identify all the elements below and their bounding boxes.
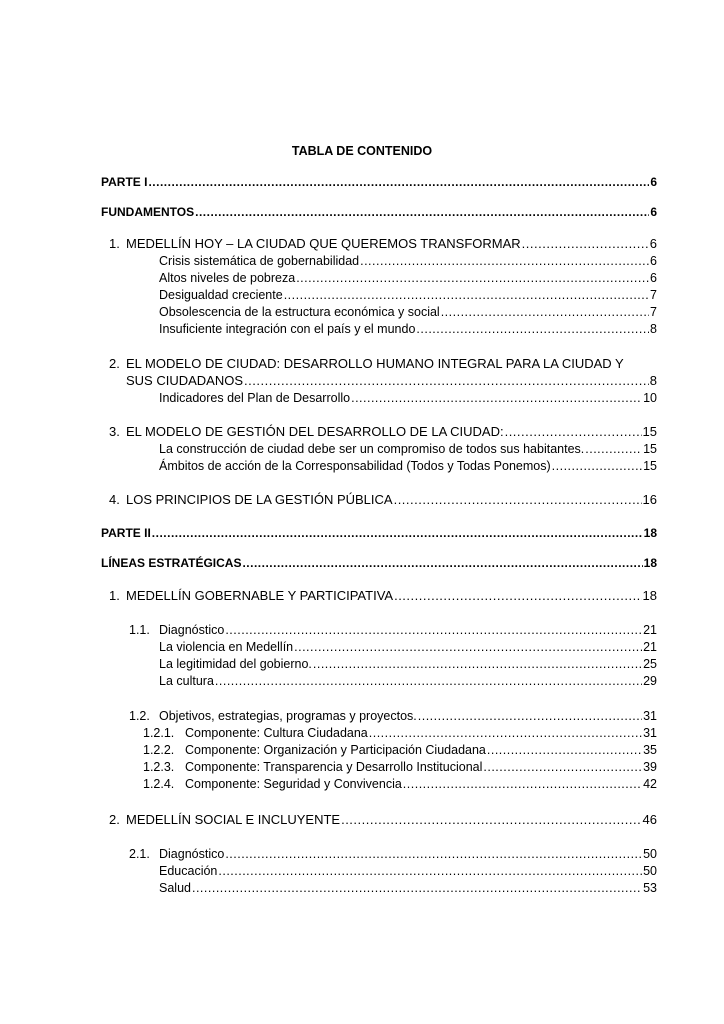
toc-page-number: 7	[650, 288, 657, 302]
toc-dot-leader	[441, 304, 649, 320]
toc-label: La cultura	[159, 674, 214, 688]
toc-dot-leader	[418, 708, 642, 724]
toc-entry-lineas-estrategicas[interactable]	[101, 555, 657, 571]
toc-entry-medellin-hoy-la-ciudad-que-queremos-tran[interactable]	[109, 236, 657, 252]
toc-page-number: 50	[643, 864, 657, 878]
toc-label: Desigualdad creciente	[159, 288, 283, 302]
toc-dot-leader	[294, 639, 642, 655]
toc-page-number: 15	[642, 424, 657, 439]
toc-entry-la-cultura[interactable]	[159, 673, 657, 689]
toc-label: Altos niveles de pobreza	[159, 271, 296, 285]
toc-entry-desigualdad-creciente[interactable]	[159, 287, 657, 303]
toc-label: Educación	[159, 864, 218, 878]
toc-page-number: 35	[643, 743, 657, 757]
toc-dot-leader	[242, 555, 642, 571]
toc-entry-continuation[interactable]	[126, 373, 657, 389]
toc-entry-obsolescencia-de-la-estructura-economica[interactable]	[159, 304, 657, 320]
toc-dot-leader	[394, 588, 641, 604]
toc-number: 4.	[109, 492, 120, 507]
toc-number: 2.1.	[129, 847, 150, 861]
toc-dot-leader	[394, 492, 642, 508]
toc-entry-componente-cultura-ciudadana[interactable]	[143, 725, 657, 741]
toc-page-number: 18	[642, 588, 657, 603]
toc-number: 1.2.	[129, 709, 150, 723]
toc-number: 1.2.2.	[143, 743, 175, 757]
toc-label: Crisis sistemática de gobernabilidad	[159, 254, 360, 268]
toc-label: LOS PRINCIPIOS DE LA GESTIÓN PÚBLICA	[126, 492, 393, 507]
toc-label: PARTE II	[101, 526, 151, 540]
toc-dot-leader	[195, 204, 649, 220]
toc-entry-crisis-sistematica-de-gobernabilidad[interactable]	[159, 253, 657, 269]
toc-page-number: 25	[643, 657, 657, 671]
toc-label: La violencia en Medellín	[159, 640, 294, 654]
toc-label: Componente: Organización y Participación Ciudadana	[185, 743, 486, 757]
toc-dot-leader	[369, 725, 642, 741]
toc-dot-leader	[552, 458, 642, 474]
toc-label: Indicadores del Plan de Desarrollo	[159, 391, 351, 405]
toc-entry-componente-seguridad-y-convivencia[interactable]	[143, 776, 657, 792]
toc-page-number: 31	[643, 709, 657, 723]
toc-page-number: 6	[650, 205, 657, 219]
toc-label: LÍNEAS ESTRATÉGICAS	[101, 556, 242, 570]
toc-page-number: 31	[643, 726, 657, 740]
toc-page-number: 21	[643, 640, 657, 654]
toc-number: 1.2.1.	[143, 726, 175, 740]
toc-label: MEDELLÍN HOY – LA CIUDAD QUE QUEREMOS TRANSFORMAR	[126, 236, 521, 251]
toc-entry-medellin-gobernable-y-participativa[interactable]	[109, 588, 657, 604]
toc-label: La legitimidad del gobierno.	[159, 657, 312, 671]
toc-dot-leader	[341, 812, 641, 828]
toc-label: EL MODELO DE CIUDAD: DESARROLLO HUMANO INTEGRAL PARA LA CIUDAD Y	[126, 356, 624, 371]
toc-number: 2.	[109, 356, 120, 371]
toc-label-continuation: SUS CIUDADANOS	[126, 373, 244, 388]
toc-entry-el-modelo-de-ciudad-desarrollo-humano-in[interactable]	[109, 356, 624, 372]
toc-label: Componente: Seguridad y Convivencia	[185, 777, 402, 791]
toc-entry-componente-transparencia-y-desarrollo-in[interactable]	[143, 759, 657, 775]
toc-entry-insuficiente-integracion-con-el-pais-y-e[interactable]	[159, 321, 657, 337]
toc-entry-ambitos-de-accion-de-la-corresponsabilid[interactable]	[159, 458, 657, 474]
toc-number: 1.2.3.	[143, 760, 175, 774]
page-title: TABLA DE CONTENIDO	[291, 144, 433, 158]
toc-label: EL MODELO DE GESTIÓN DEL DESARROLLO DE LA CIUDAD:	[126, 424, 504, 439]
toc-label: Componente: Cultura Ciudadana	[185, 726, 368, 740]
toc-entry-objetivos-estrategias-programas-y-proyec[interactable]	[129, 708, 657, 724]
toc-dot-leader	[585, 441, 642, 457]
toc-entry-el-modelo-de-gestion-del-desarrollo-de-l[interactable]	[109, 424, 657, 440]
toc-number: 1.	[109, 236, 120, 251]
toc-number: 1.1.	[129, 623, 150, 637]
toc-dot-leader	[244, 373, 649, 389]
toc-label: Objetivos, estrategias, programas y proyectos.	[159, 709, 417, 723]
toc-label: Componente: Transparencia y Desarrollo Institucional	[185, 760, 483, 774]
toc-label: La construcción de ciudad debe ser un compromiso de todos sus habitantes.	[159, 442, 585, 456]
toc-entry-altos-niveles-de-pobreza[interactable]	[159, 270, 657, 286]
toc-dot-leader	[505, 424, 642, 440]
toc-dot-leader	[152, 525, 643, 541]
toc-page-number: 8	[650, 322, 657, 336]
toc-entry-educacion[interactable]	[159, 863, 657, 879]
toc-page-number: 15	[643, 442, 657, 456]
toc-label: MEDELLÍN SOCIAL E INCLUYENTE	[126, 812, 341, 827]
toc-entry-medellin-social-e-incluyente[interactable]	[109, 812, 657, 828]
toc-entry-fundamentos[interactable]	[101, 204, 657, 220]
toc-dot-leader	[284, 287, 649, 303]
toc-number: 1.2.4.	[143, 777, 175, 791]
toc-entry-la-legitimidad-del-gobierno[interactable]	[159, 656, 657, 672]
toc-dot-leader	[487, 742, 642, 758]
toc-page-number: 21	[643, 623, 657, 637]
toc-entry-diagnostico[interactable]	[129, 622, 657, 638]
toc-dot-leader	[192, 880, 642, 896]
toc-page-number: 50	[643, 847, 657, 861]
toc-number: 3.	[109, 424, 120, 439]
toc-page-number: 6	[649, 236, 657, 251]
toc-dot-leader	[522, 236, 649, 252]
toc-number: 2.	[109, 812, 120, 827]
toc-dot-leader	[218, 863, 642, 879]
toc-page-number: 18	[643, 556, 657, 570]
toc-page-number: 8	[649, 373, 657, 388]
toc-page-number: 10	[643, 391, 657, 405]
toc-label: Diagnóstico	[159, 623, 225, 637]
toc-entry-componente-organizacion-y-participacion-[interactable]	[143, 742, 657, 758]
toc-dot-leader	[296, 270, 649, 286]
toc-page-number: 16	[642, 492, 657, 507]
toc-dot-leader	[483, 759, 642, 775]
toc-label: Ámbitos de acción de la Corresponsabilidad (Todos y Todas Ponemos)	[159, 459, 551, 473]
toc-page-number: 29	[643, 674, 657, 688]
toc-entry-diagnostico[interactable]	[129, 846, 657, 862]
toc-page-number: 18	[643, 526, 657, 540]
toc-page-number: 15	[643, 459, 657, 473]
toc-label: PARTE I	[101, 175, 148, 189]
toc-entry-salud[interactable]	[159, 880, 657, 896]
toc-label: Salud	[159, 881, 191, 895]
toc-dot-leader	[148, 174, 649, 190]
toc-page-number: 6	[650, 254, 657, 268]
toc-label: Insuficiente integración con el país y el mundo	[159, 322, 416, 336]
toc-number: 1.	[109, 588, 120, 603]
toc-label: FUNDAMENTOS	[101, 205, 195, 219]
toc-entry-los-principios-de-la-gestion-publica[interactable]	[109, 492, 657, 508]
toc-dot-leader	[215, 673, 642, 689]
toc-dot-leader	[313, 656, 642, 672]
toc-dot-leader	[225, 622, 642, 638]
toc-page-number: 6	[650, 271, 657, 285]
toc-entry-indicadores-del-plan-de-desarrollo[interactable]	[159, 390, 657, 406]
toc-page-number: 53	[643, 881, 657, 895]
toc-page-number: 6	[650, 175, 657, 189]
toc-entry-la-construccion-de-ciudad-debe-ser-un-co[interactable]	[159, 441, 657, 457]
toc-page-number: 46	[642, 812, 657, 827]
toc-label: MEDELLÍN GOBERNABLE Y PARTICIPATIVA	[126, 588, 394, 603]
toc-dot-leader	[225, 846, 642, 862]
toc-entry-la-violencia-en-medellin[interactable]	[159, 639, 657, 655]
toc-page-number: 39	[643, 760, 657, 774]
toc-dot-leader	[360, 253, 649, 269]
toc-page-number: 42	[643, 777, 657, 791]
toc-label: Obsolescencia de la estructura económica y social	[159, 305, 440, 319]
toc-page-number: 7	[650, 305, 657, 319]
toc-dot-leader	[403, 776, 642, 792]
toc-entry-parte-i[interactable]	[101, 174, 657, 190]
toc-label: Diagnóstico	[159, 847, 225, 861]
toc-dot-leader	[351, 390, 642, 406]
toc-dot-leader	[416, 321, 649, 337]
toc-entry-parte-ii[interactable]	[101, 525, 657, 541]
